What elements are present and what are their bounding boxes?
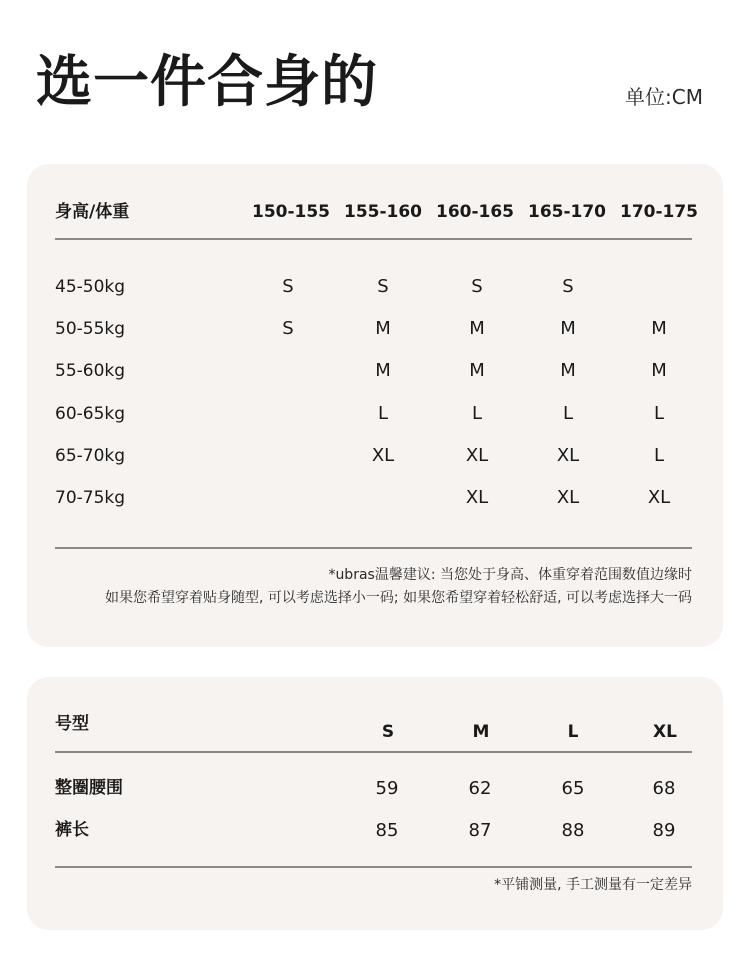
measure-cell: 89 xyxy=(652,820,676,841)
fit-note-line2: 如果您希望穿着贴身随型, 可以考虑选择小一码; 如果您希望穿着轻松舒适, 可以考虑选择大一码 xyxy=(105,590,692,606)
height-header: 155-160 xyxy=(343,202,423,222)
size-cell: L xyxy=(653,403,665,424)
size-cell: M xyxy=(560,318,576,339)
measure-note: *平铺测量, 手工测量有一定差异 xyxy=(494,877,692,893)
size-cell: S xyxy=(282,276,294,297)
measure-table-card xyxy=(27,677,723,930)
measure-label: 整圈腰围 xyxy=(55,778,123,798)
measure-cell: 88 xyxy=(561,820,585,841)
height-header: 170-175 xyxy=(619,202,699,222)
height-header: 150-155 xyxy=(251,202,331,222)
footer-divider xyxy=(55,547,692,549)
size-header: L xyxy=(567,722,579,742)
weight-label: 50-55kg xyxy=(55,319,126,339)
measure-cell: 62 xyxy=(468,778,492,799)
weight-label: 70-75kg xyxy=(55,488,126,508)
height-header: 160-165 xyxy=(435,202,515,222)
page-title: 选一件合身的 xyxy=(36,50,378,115)
size-cell: S xyxy=(562,276,574,297)
height-header: 165-170 xyxy=(527,202,607,222)
size-cell: S xyxy=(471,276,483,297)
header-divider xyxy=(55,238,692,240)
fit-note-line1: *ubras温馨建议: 当您处于身高、体重穿着范围数值边缘时 xyxy=(328,567,692,583)
size-cell: XL xyxy=(465,487,489,508)
measure-cell: 65 xyxy=(561,778,585,799)
weight-label: 65-70kg xyxy=(55,446,126,466)
size-cell: M xyxy=(560,360,576,381)
size-cell: S xyxy=(377,276,389,297)
size-cell: L xyxy=(562,403,574,424)
size-cell: XL xyxy=(465,445,489,466)
size-cell: M xyxy=(651,360,667,381)
weight-label: 60-65kg xyxy=(55,404,126,424)
fit-table-card xyxy=(27,164,723,647)
size-cell: XL xyxy=(556,487,580,508)
weight-label: 55-60kg xyxy=(55,361,126,381)
size-cell: L xyxy=(471,403,483,424)
size-cell: M xyxy=(469,318,485,339)
measure-label: 裤长 xyxy=(55,820,89,840)
size-cell: M xyxy=(469,360,485,381)
size-header: M xyxy=(472,722,490,742)
size-cell: S xyxy=(282,318,294,339)
size-cell: M xyxy=(375,318,391,339)
measure-corner-label: 号型 xyxy=(55,714,89,734)
fit-corner-label: 身高/体重 xyxy=(55,202,130,222)
size-cell: XL xyxy=(371,445,395,466)
header-divider xyxy=(55,751,692,753)
size-header: XL xyxy=(653,722,677,742)
size-cell: XL xyxy=(556,445,580,466)
size-cell: M xyxy=(651,318,667,339)
size-cell: XL xyxy=(647,487,671,508)
weight-label: 45-50kg xyxy=(55,277,126,297)
measure-cell: 68 xyxy=(652,778,676,799)
measure-cell: 85 xyxy=(375,820,399,841)
unit-label: 单位:CM xyxy=(625,85,703,109)
measure-cell: 87 xyxy=(468,820,492,841)
size-cell: L xyxy=(653,445,665,466)
size-cell: L xyxy=(377,403,389,424)
measure-cell: 59 xyxy=(375,778,399,799)
size-cell: M xyxy=(375,360,391,381)
footer-divider xyxy=(55,866,692,868)
size-header: S xyxy=(381,722,395,742)
